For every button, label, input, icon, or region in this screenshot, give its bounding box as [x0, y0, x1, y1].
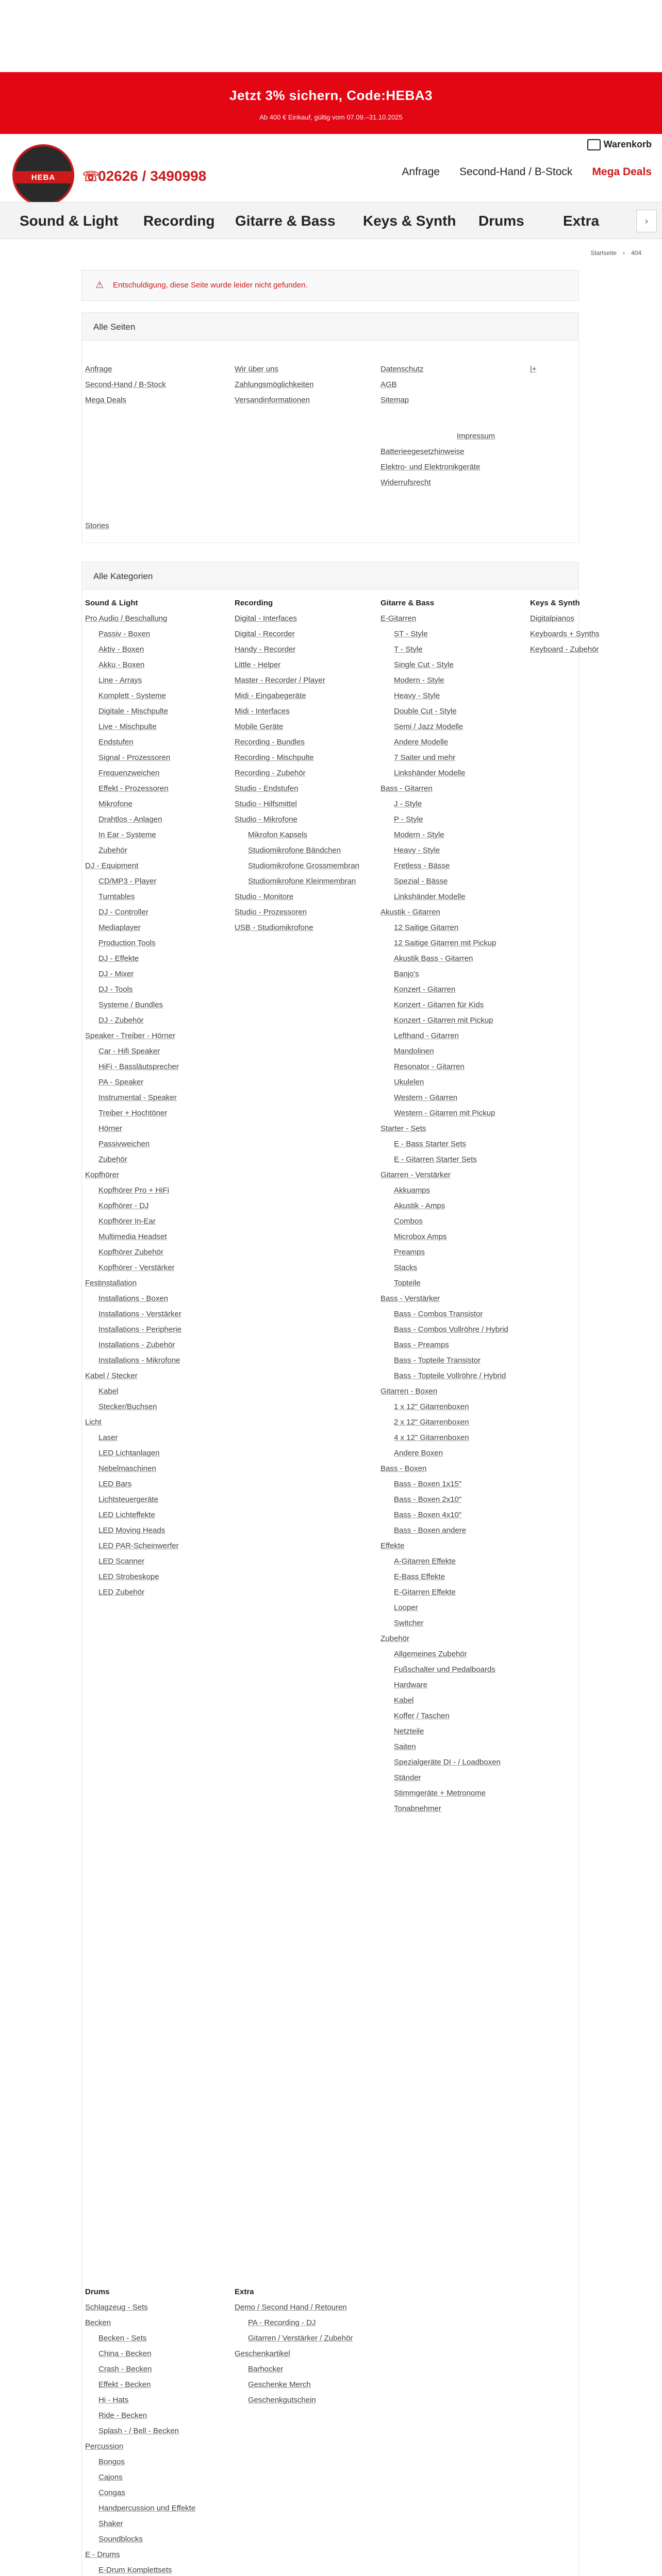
category-link-studio-prozessoren[interactable]: Studio - Prozessoren: [235, 908, 307, 917]
category-link-in-ear-systeme[interactable]: In Ear - Systeme: [98, 831, 156, 839]
chevron-right-icon[interactable]: ›: [636, 210, 657, 232]
category-link-bass-boxen-1x15[interactable]: Bass - Boxen 1x15": [394, 1480, 462, 1488]
category-link-12-saitige-gitarren-mit-pickup[interactable]: 12 Saitige Gitarren mit Pickup: [394, 939, 496, 947]
category-link-e-gitarren[interactable]: E-Gitarren: [380, 614, 417, 623]
category-link-st-nder[interactable]: Ständer: [394, 1773, 421, 1782]
page-link-versandinformationen[interactable]: Versandinformationen: [235, 396, 310, 404]
category-link-bass-boxen[interactable]: Bass - Boxen: [380, 1464, 427, 1473]
category-link-e-gitarren-effekte[interactable]: E-Gitarren Effekte: [394, 1588, 456, 1597]
category-head-sound-light: Sound & Light: [85, 599, 138, 607]
category-link-nebelmaschinen[interactable]: Nebelmaschinen: [98, 1464, 156, 1473]
category-link-aktiv-boxen[interactable]: Aktiv - Boxen: [98, 645, 144, 654]
category-link-bass-combos-transistor[interactable]: Bass - Combos Transistor: [394, 1310, 483, 1318]
category-link-digitale-mischpulte[interactable]: Digitale - Mischpulte: [98, 707, 169, 716]
category-link-akku-boxen[interactable]: Akku - Boxen: [98, 660, 145, 669]
category-link-kopfh-rer[interactable]: Kopfhörer: [85, 1171, 119, 1179]
page-link-elektro-und-elektronikger-te[interactable]: Elektro- und Elektronikgeräte: [380, 463, 481, 471]
category-link-cajons[interactable]: Cajons: [98, 2473, 123, 2482]
category-link-studio-endstufen[interactable]: Studio - Endstufen: [235, 784, 299, 793]
category-link-multimedia-headset[interactable]: Multimedia Headset: [98, 1232, 167, 1241]
category-link-splash-bell-becken[interactable]: Splash - / Bell - Becken: [98, 2427, 179, 2435]
category-link-preamps[interactable]: Preamps: [394, 1248, 425, 1257]
category-link-led-bars[interactable]: LED Bars: [98, 1480, 132, 1488]
category-link-ride-becken[interactable]: Ride - Becken: [98, 2411, 147, 2420]
category-link-h-rner[interactable]: Hörner: [98, 1124, 122, 1133]
category-link-dj-effekte[interactable]: DJ - Effekte: [98, 954, 139, 963]
page-link-widerrufsrecht[interactable]: Widerrufsrecht: [380, 478, 431, 487]
category-link-instrumental-speaker[interactable]: Instrumental - Speaker: [98, 1093, 177, 1102]
category-link-geschenkgutschein[interactable]: Geschenkgutschein: [248, 2396, 316, 2404]
warning-icon: ⚠: [95, 280, 104, 290]
category-link-schlagzeug-sets[interactable]: Schlagzeug - Sets: [85, 2303, 148, 2312]
category-link-led-lichtanlagen[interactable]: LED Lichtanlagen: [98, 1449, 160, 1458]
category-link-studio-monitore[interactable]: Studio - Monitore: [235, 892, 294, 901]
category-link-bass-boxen-4x10[interactable]: Bass - Boxen 4x10": [394, 1511, 462, 1519]
category-link-p-style[interactable]: P - Style: [394, 815, 423, 824]
breadcrumb-current: 404: [631, 249, 641, 257]
cat-recording[interactable]: Recording: [143, 213, 215, 229]
category-link-keyboards-synths[interactable]: Keyboards + Synths: [530, 630, 600, 638]
category-link-bass-verst-rker[interactable]: Bass - Verstärker: [380, 1294, 440, 1303]
category-link-bass-boxen-andere[interactable]: Bass - Boxen andere: [394, 1526, 467, 1535]
category-link-festinstallation[interactable]: Festinstallation: [85, 1279, 137, 1287]
category-link-installations-mikrofone[interactable]: Installations - Mikrofone: [98, 1356, 180, 1365]
category-link-gitarren-boxen[interactable]: Gitarren - Boxen: [380, 1387, 438, 1396]
category-link-kabel-stecker[interactable]: Kabel / Stecker: [85, 1371, 138, 1380]
category-link-china-becken[interactable]: China - Becken: [98, 2349, 152, 2358]
category-link-treiber-hocht-ner[interactable]: Treiber + Hochtöner: [98, 1109, 168, 1117]
page-link-batterieegesetzhinweise[interactable]: Batterieegesetzhinweise: [380, 447, 465, 456]
category-link-kabel[interactable]: Kabel: [98, 1387, 119, 1396]
all-categories-title: Alle Kategorien: [82, 562, 578, 590]
category-link-e-bass-effekte[interactable]: E-Bass Effekte: [394, 1572, 445, 1581]
promo-subtitle: Ab 400 € Einkauf, gültig vom 07.09.–31.10.2025: [259, 113, 403, 121]
category-link-recording-zubeh-r[interactable]: Recording - Zubehör: [235, 769, 306, 777]
category-link-becken-sets[interactable]: Becken - Sets: [98, 2334, 147, 2343]
category-link-andere-modelle[interactable]: Andere Modelle: [394, 738, 449, 747]
category-link-studiomikrofone-b-ndchen[interactable]: Studiomikrofone Bändchen: [248, 846, 341, 855]
category-link-turntables[interactable]: Turntables: [98, 892, 135, 901]
category-link-microbox-amps[interactable]: Microbox Amps: [394, 1232, 447, 1241]
category-link-pa-speaker[interactable]: PA - Speaker: [98, 1078, 144, 1087]
category-link-installations-boxen[interactable]: Installations - Boxen: [98, 1294, 169, 1303]
category-link-kopfh-rer-verst-rker[interactable]: Kopfhörer - Verstärker: [98, 1263, 175, 1272]
category-link-starter-sets[interactable]: Starter - Sets: [380, 1124, 426, 1133]
category-link-speaker-treiber-h-rner[interactable]: Speaker - Treiber - Hörner: [85, 1031, 176, 1040]
category-link-konzert-gitarren-f-r-kids[interactable]: Konzert - Gitarren für Kids: [394, 1001, 484, 1009]
category-link-midi-eingabeger-te[interactable]: Midi - Eingabegeräte: [235, 691, 306, 700]
category-link-geschenke-merch[interactable]: Geschenke Merch: [248, 2380, 311, 2389]
page-link-agb[interactable]: AGB: [380, 380, 397, 389]
category-link-ukulelen[interactable]: Ukulelen: [394, 1078, 424, 1087]
category-link-studio-hilfsmittel[interactable]: Studio - Hilfsmittel: [235, 800, 297, 808]
category-head-drums: Drums: [85, 2287, 110, 2296]
category-link-dj-zubeh-r[interactable]: DJ - Zubehör: [98, 1016, 144, 1025]
page-link-mega-deals[interactable]: Mega Deals: [85, 396, 127, 404]
category-link-t-style[interactable]: T - Style: [394, 645, 423, 654]
page-link-impressum[interactable]: Impressum: [457, 432, 495, 440]
page-link-datenschutz[interactable]: Datenschutz: [380, 365, 424, 374]
category-link-kabel[interactable]: Kabel: [394, 1696, 414, 1705]
category-link-crash-becken[interactable]: Crash - Becken: [98, 2365, 152, 2374]
header-nav: [382, 166, 652, 178]
category-link-linksh-nder-modelle[interactable]: Linkshänder Modelle: [394, 892, 466, 901]
cat-sound-light[interactable]: Sound & Light: [20, 213, 119, 229]
category-link-master-recorder-player[interactable]: Master - Recorder / Player: [235, 676, 325, 685]
error-alert: [81, 270, 579, 301]
category-link-bass-gitarren[interactable]: Bass - Gitarren: [380, 784, 433, 793]
category-link-12-saitige-gitarren[interactable]: 12 Saitige Gitarren: [394, 923, 459, 932]
breadcrumb: Startseite › 404: [590, 249, 641, 257]
category-link-modern-style[interactable]: Modern - Style: [394, 831, 444, 839]
category-link-saiten[interactable]: Saiten: [394, 1742, 416, 1751]
cat-drums[interactable]: Drums: [478, 213, 524, 229]
category-link-cd-mp3-player[interactable]: CD/MP3 - Player: [98, 877, 157, 886]
page-link-extra[interactable]: |+: [530, 365, 537, 374]
category-link-konzert-gitarren-mit-pickup[interactable]: Konzert - Gitarren mit Pickup: [394, 1016, 493, 1025]
category-link-topteile[interactable]: Topteile: [394, 1279, 421, 1287]
category-link-kopfh-rer-pro-hifi[interactable]: Kopfhörer Pro + HiFi: [98, 1186, 170, 1195]
category-link-studiomikrofone-grossmembran[interactable]: Studiomikrofone Grossmembran: [248, 861, 359, 870]
phone-icon: ☏: [82, 168, 100, 184]
category-head-keys-synth: Keys & Synth: [530, 599, 580, 607]
category-link-dj-tools[interactable]: DJ - Tools: [98, 985, 133, 994]
page-link-wir-ber-uns[interactable]: Wir über uns: [235, 365, 279, 374]
category-link-allgemeines-zubeh-r[interactable]: Allgemeines Zubehör: [394, 1650, 467, 1658]
promo-banner[interactable]: [0, 72, 662, 134]
category-link-hifi-bassl-utsprecher[interactable]: HiFi - Bassläutsprecher: [98, 1062, 179, 1071]
category-link-usb-studiomikrofone[interactable]: USB - Studiomikrofone: [235, 923, 313, 932]
category-link-installations-peripherie[interactable]: Installations - Peripherie: [98, 1325, 181, 1334]
category-link-led-scanner[interactable]: LED Scanner: [98, 1557, 145, 1566]
category-link-pa-recording-dj[interactable]: PA - Recording - DJ: [248, 2318, 316, 2327]
category-link-looper[interactable]: Looper: [394, 1603, 418, 1612]
category-link-zubeh-r[interactable]: Zubehör: [380, 1634, 409, 1643]
category-link-4-x-12-gitarrenboxen[interactable]: 4 x 12" Gitarrenboxen: [394, 1433, 469, 1442]
category-link-resonator-gitarren[interactable]: Resonator - Gitarren: [394, 1062, 465, 1071]
category-link-zubeh-r[interactable]: Zubehör: [98, 1155, 127, 1164]
category-link-zubeh-r[interactable]: Zubehör: [98, 846, 127, 855]
cart-icon: [587, 139, 601, 150]
all-pages-title: Alle Seiten: [82, 313, 578, 341]
category-link-bongos[interactable]: Bongos: [98, 2458, 125, 2466]
category-link-konzert-gitarren[interactable]: Konzert - Gitarren: [394, 985, 456, 994]
category-link-mediaplayer[interactable]: Mediaplayer: [98, 923, 141, 932]
category-link-semi-jazz-modelle[interactable]: Semi / Jazz Modelle: [394, 722, 464, 731]
category-link-mandolinen[interactable]: Mandolinen: [394, 1047, 434, 1056]
category-link-handy-recorder[interactable]: Handy - Recorder: [235, 645, 296, 654]
category-link-western-gitarren-mit-pickup[interactable]: Western - Gitarren mit Pickup: [394, 1109, 495, 1117]
category-link-systeme-bundles[interactable]: Systeme / Bundles: [98, 1001, 163, 1009]
category-link-fretless-b-sse[interactable]: Fretless - Bässe: [394, 861, 450, 870]
category-link-banjo-s[interactable]: Banjo's: [394, 970, 419, 978]
category-link-passivweichen[interactable]: Passivweichen: [98, 1140, 150, 1148]
category-link-geschenkartikel[interactable]: Geschenkartikel: [235, 2349, 290, 2358]
all-pages-panel: [81, 312, 579, 543]
category-link-dj-controller[interactable]: DJ - Controller: [98, 908, 148, 917]
category-link-digitalpianos[interactable]: Digitalpianos: [530, 614, 574, 623]
category-link-bass-topteile-transistor[interactable]: Bass - Topteile Transistor: [394, 1356, 481, 1365]
category-link-combos[interactable]: Combos: [394, 1217, 423, 1226]
category-link-gitarren-verst-rker-zubeh-r[interactable]: Gitarren / Verstärker / Zubehör: [248, 2334, 353, 2343]
page-link-sitemap[interactable]: Sitemap: [380, 396, 409, 404]
cat-gitarre-bass[interactable]: Gitarre & Bass: [235, 213, 336, 229]
category-link-western-gitarren[interactable]: Western - Gitarren: [394, 1093, 458, 1102]
category-link-soundblocks[interactable]: Soundblocks: [98, 2535, 143, 2544]
category-link-lichtsteuerger-te[interactable]: Lichtsteuergeräte: [98, 1495, 158, 1504]
category-link-led-par-scheinwerfer[interactable]: LED PAR-Scheinwerfer: [98, 1541, 179, 1550]
category-link-digital-interfaces[interactable]: Digital - Interfaces: [235, 614, 297, 623]
category-head-extra: Extra: [235, 2287, 254, 2296]
category-link-double-cut-style[interactable]: Double Cut - Style: [394, 707, 457, 716]
site-logo[interactable]: HEBA: [12, 144, 74, 206]
error-text: Entschuldigung, diese Seite wurde leider nicht gefunden.: [113, 281, 308, 290]
cat-keys-synth[interactable]: Keys & Synth: [363, 213, 456, 229]
category-link-endstufen[interactable]: Endstufen: [98, 738, 134, 747]
category-link-recording-bundles[interactable]: Recording - Bundles: [235, 738, 305, 747]
category-link-dj-mixer[interactable]: DJ - Mixer: [98, 970, 134, 978]
category-link-bass-topteile-vollr-hre-hybrid[interactable]: Bass - Topteile Vollröhre / Hybrid: [394, 1371, 506, 1380]
category-link-installations-zubeh-r[interactable]: Installations - Zubehör: [98, 1341, 175, 1349]
category-link-bass-preamps[interactable]: Bass - Preamps: [394, 1341, 449, 1349]
category-link-shaker[interactable]: Shaker: [98, 2519, 123, 2528]
category-link-frequenzweichen[interactable]: Frequenzweichen: [98, 769, 160, 777]
category-link-switcher[interactable]: Switcher: [394, 1619, 424, 1628]
top-spacer: [0, 0, 662, 72]
category-link-kopfh-rer-zubeh-r[interactable]: Kopfhörer Zubehör: [98, 1248, 163, 1257]
page-link-second-hand-b-stock[interactable]: Second-Hand / B-Stock: [85, 380, 166, 389]
category-link-bass-combos-vollr-hre-hybrid[interactable]: Bass - Combos Vollröhre / Hybrid: [394, 1325, 508, 1334]
category-link-bass-boxen-2x10[interactable]: Bass - Boxen 2x10": [394, 1495, 462, 1504]
phone-number[interactable]: ☏02626 / 3490998: [82, 168, 207, 184]
category-link-barhocker[interactable]: Barhocker: [248, 2365, 284, 2374]
category-link-drahtlos-anlagen[interactable]: Drahtlos - Anlagen: [98, 815, 162, 824]
category-link-effekte[interactable]: Effekte: [380, 1541, 405, 1550]
category-link-licht[interactable]: Licht: [85, 1418, 102, 1427]
category-link-akustik-gitarren[interactable]: Akustik - Gitarren: [380, 908, 440, 917]
category-link-passiv-boxen[interactable]: Passiv - Boxen: [98, 630, 151, 638]
category-link-heavy-style[interactable]: Heavy - Style: [394, 691, 440, 700]
category-link-komplett-systeme[interactable]: Komplett - Systeme: [98, 691, 166, 700]
category-link-car-hifi-speaker[interactable]: Car - Hifi Speaker: [98, 1047, 160, 1056]
category-link-netzteile[interactable]: Netzteile: [394, 1727, 424, 1736]
page-link-stories[interactable]: Stories: [85, 521, 109, 530]
breadcrumb-home[interactable]: Startseite: [590, 249, 617, 257]
category-link-akustik-amps[interactable]: Akustik - Amps: [394, 1201, 445, 1210]
category-nav: [0, 202, 662, 239]
category-link-hi-hats[interactable]: Hi - Hats: [98, 2396, 129, 2404]
category-link-fu-schalter-und-pedalboards[interactable]: Fußschalter und Pedalboards: [394, 1665, 495, 1674]
category-link-live-mischpulte[interactable]: Live - Mischpulte: [98, 722, 157, 731]
category-link-congas[interactable]: Congas: [98, 2488, 125, 2497]
category-link-handpercussion-und-effekte[interactable]: Handpercussion und Effekte: [98, 2504, 196, 2513]
category-link-stacks[interactable]: Stacks: [394, 1263, 418, 1272]
category-link-percussion[interactable]: Percussion: [85, 2442, 124, 2451]
category-link-akustik-bass-gitarren[interactable]: Akustik Bass - Gitarren: [394, 954, 473, 963]
category-head-recording: Recording: [235, 599, 273, 607]
category-link-spezialger-te-di-loadboxen[interactable]: Spezialgeräte DI - / Loadboxen: [394, 1758, 501, 1767]
category-link-kopfh-rer-dj[interactable]: Kopfhörer - DJ: [98, 1201, 149, 1210]
category-link-keyboard-zubeh-r[interactable]: Keyboard - Zubehör: [530, 645, 599, 654]
cat-extra[interactable]: Extra: [563, 213, 600, 229]
category-link-modern-style[interactable]: Modern - Style: [394, 676, 444, 685]
category-link-j-style[interactable]: J - Style: [394, 800, 422, 808]
category-link-andere-boxen[interactable]: Andere Boxen: [394, 1449, 443, 1458]
category-link-stimmger-te-metronome[interactable]: Stimmgeräte + Metronome: [394, 1789, 486, 1798]
nav-anfrage[interactable]: Anfrage: [402, 166, 440, 178]
category-link-installations-verst-rker[interactable]: Installations - Verstärker: [98, 1310, 181, 1318]
category-link-demo-second-hand-retouren[interactable]: Demo / Second Hand / Retouren: [235, 2303, 347, 2312]
category-link-production-tools[interactable]: Production Tools: [98, 939, 156, 947]
category-link-mikrofone[interactable]: Mikrofone: [98, 800, 133, 808]
category-link-gitarren-verst-rker[interactable]: Gitarren - Verstärker: [380, 1171, 451, 1179]
category-link-e-drums[interactable]: E - Drums: [85, 2550, 120, 2559]
category-link-mikrofon-kapsels[interactable]: Mikrofon Kapsels: [248, 831, 308, 839]
category-link-koffer-taschen[interactable]: Koffer / Taschen: [394, 1711, 450, 1720]
category-link-laser[interactable]: Laser: [98, 1433, 118, 1442]
category-link-linksh-nder-modelle[interactable]: Linkshänder Modelle: [394, 769, 466, 777]
category-link-heavy-style[interactable]: Heavy - Style: [394, 846, 440, 855]
category-link-midi-interfaces[interactable]: Midi - Interfaces: [235, 707, 290, 716]
category-link-akkuamps[interactable]: Akkuamps: [394, 1186, 431, 1195]
category-link-studio-mikrofone[interactable]: Studio - Mikrofone: [235, 815, 297, 824]
category-link-e-bass-starter-sets[interactable]: E - Bass Starter Sets: [394, 1140, 467, 1148]
page-link-anfrage[interactable]: Anfrage: [85, 365, 112, 374]
category-link-led-moving-heads[interactable]: LED Moving Heads: [98, 1526, 166, 1535]
category-link-pro-audio-beschallung[interactable]: Pro Audio / Beschallung: [85, 614, 168, 623]
category-link-a-gitarren-effekte[interactable]: A-Gitarren Effekte: [394, 1557, 456, 1566]
category-link-single-cut-style[interactable]: Single Cut - Style: [394, 660, 454, 669]
page-link-zahlungsm-glichkeiten[interactable]: Zahlungsmöglichkeiten: [235, 380, 314, 389]
category-link-digital-recorder[interactable]: Digital - Recorder: [235, 630, 295, 638]
category-link-2-x-12-gitarrenboxen[interactable]: 2 x 12" Gitarrenboxen: [394, 1418, 469, 1427]
category-link-becken[interactable]: Becken: [85, 2318, 111, 2327]
nav-mega-deals[interactable]: Mega Deals: [592, 166, 652, 178]
category-link-stecker-buchsen[interactable]: Stecker/Buchsen: [98, 1402, 157, 1411]
category-link-tonabnehmer[interactable]: Tonabnehmer: [394, 1804, 441, 1813]
nav-second-hand[interactable]: Second-Hand / B-Stock: [459, 166, 573, 178]
category-link-kopfh-rer-in-ear[interactable]: Kopfhörer In-Ear: [98, 1217, 156, 1226]
category-link-studiomikrofone-kleinmembran[interactable]: Studiomikrofone Kleinmembran: [248, 877, 356, 886]
category-link-effekt-prozessoren[interactable]: Effekt - Prozessoren: [98, 784, 169, 793]
category-link-dj-equipment[interactable]: DJ - Equipment: [85, 861, 139, 870]
category-link-led-lichteffekte[interactable]: LED Lichteffekte: [98, 1511, 155, 1519]
category-link-led-zubeh-r[interactable]: LED Zubehör: [98, 1588, 145, 1597]
category-link-recording-mischpulte[interactable]: Recording - Mischpulte: [235, 753, 314, 762]
category-link-e-drum-komplettsets[interactable]: E-Drum Komplettsets: [98, 2566, 172, 2574]
category-link-7-saiter-und-mehr[interactable]: 7 Saiter und mehr: [394, 753, 456, 762]
category-link-mobile-ger-te[interactable]: Mobile Geräte: [235, 722, 284, 731]
category-link-spezial-b-sse[interactable]: Spezial - Bässe: [394, 877, 448, 886]
category-link-hardware[interactable]: Hardware: [394, 1681, 428, 1689]
category-head-gitarre-bass: Gitarre & Bass: [380, 599, 435, 607]
category-link-effekt-becken[interactable]: Effekt - Becken: [98, 2380, 151, 2389]
category-link-lefthand-gitarren[interactable]: Lefthand - Gitarren: [394, 1031, 459, 1040]
category-link-1-x-12-gitarrenboxen[interactable]: 1 x 12" Gitarrenboxen: [394, 1402, 469, 1411]
category-link-e-gitarren-starter-sets[interactable]: E - Gitarren Starter Sets: [394, 1155, 477, 1164]
category-link-signal-prozessoren[interactable]: Signal - Prozessoren: [98, 753, 171, 762]
category-link-line-arrays[interactable]: Line - Arrays: [98, 676, 142, 685]
category-link-led-strobeskope[interactable]: LED Strobeskope: [98, 1572, 159, 1581]
cart-button[interactable]: Warenkorb: [587, 139, 652, 150]
promo-title: Jetzt 3% sichern, Code:HEBA3: [229, 88, 433, 103]
category-link-little-helper[interactable]: Little - Helper: [235, 660, 281, 669]
category-link-st-style[interactable]: ST - Style: [394, 630, 428, 638]
